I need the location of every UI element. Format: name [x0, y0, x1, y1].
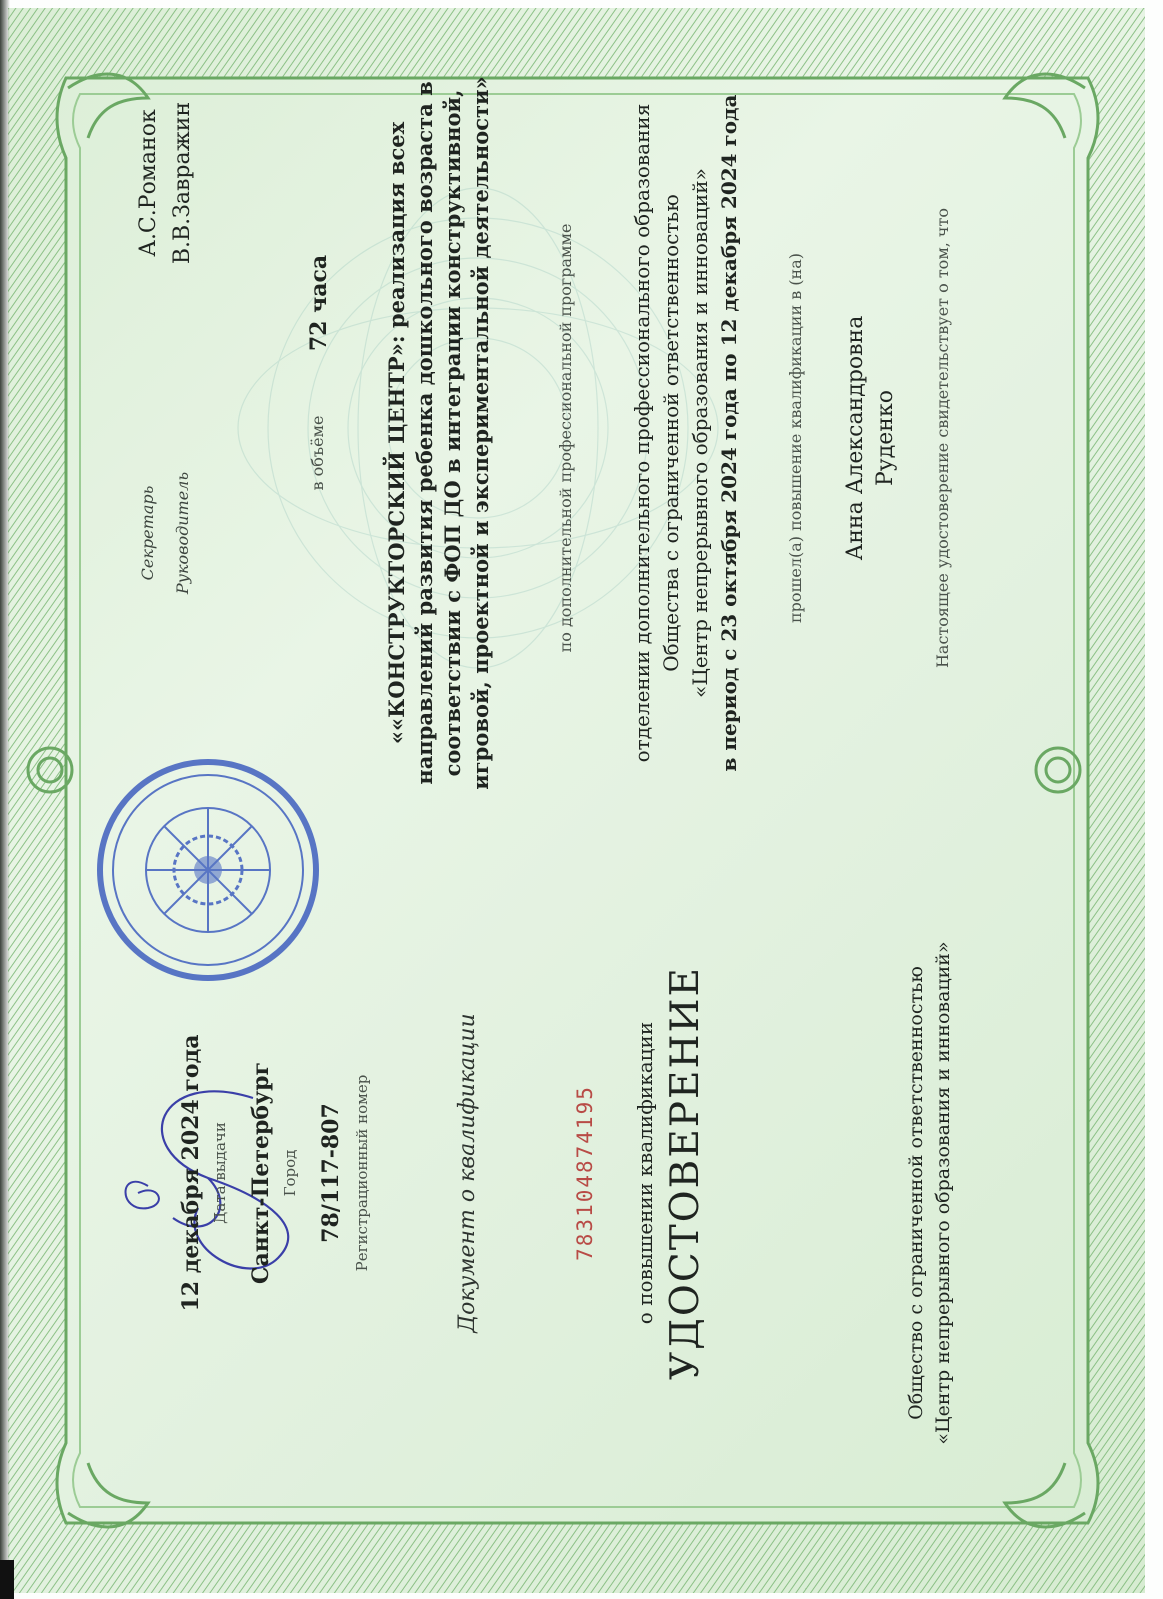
certificate-sheet: [8, 8, 1145, 1593]
place-line: в период с 23 октября 2024 года по 12 декабря 2024 года: [717, 94, 741, 772]
document-title: УДОСТОВЕРЕНИЕ: [663, 965, 708, 1381]
place-block: [628, 73, 744, 793]
intro-text: Настоящее удостоверение свидетельствует о том, что: [933, 208, 952, 669]
scan-shadow-corner: [0, 1560, 14, 1599]
document-type: Документ о квалификации: [455, 1013, 480, 1333]
serial-number: 783104874195: [573, 1085, 597, 1261]
issue-date: 12 декабря 2024 года: [178, 1034, 204, 1312]
registration-label: Регистрационный номер: [353, 1074, 371, 1272]
program-line: направлений развития ребенка дошкольного возраста в: [412, 81, 437, 785]
program-line: игровой, проектной и экспериментальной деятельности»: [468, 76, 493, 790]
program-label: по дополнительной профессиональной программе: [556, 223, 575, 653]
city: Санкт-Петербург: [248, 1062, 274, 1284]
issue-date-label: Дата выдачи: [211, 1122, 229, 1224]
volume: 72 часа: [306, 254, 332, 352]
document-subtitle: о повышении квалификации: [633, 1021, 657, 1325]
surname: Руденко: [873, 390, 898, 486]
secretary-name: А.С.Романок: [136, 109, 161, 257]
organization-line-1: Общество с ограниченной ответственностью: [905, 966, 927, 1420]
program-block: [383, 53, 495, 813]
program-line: ««КОНСТРУКТОРСКИЙ ЦЕНТР»: реализация всех: [384, 121, 409, 745]
organization-line-2: «Центр непрерывного образования и инноваций»: [932, 941, 954, 1445]
registration-number: 78/117-807: [318, 1103, 344, 1243]
passed-text: прошел(а) повышение квалификации в (на): [786, 253, 805, 624]
place-line: отделении дополнительного профессионального образования: [630, 103, 654, 763]
volume-label: в объёме: [308, 415, 327, 491]
secretary-label: Секретарь: [138, 485, 157, 581]
head-name: В.В.Завражин: [170, 101, 195, 265]
head-label: Руководитель: [173, 471, 192, 595]
place-line: «Центр непрерывного образования и инноваций»: [688, 168, 712, 698]
certificate-content: [8, 8, 1145, 1593]
place-line: Общества с ограниченной ответственностью: [659, 194, 683, 672]
scan-shadow: [0, 0, 10, 1599]
city-label: Город: [281, 1149, 299, 1197]
program-line: соответствии с ФОП ДО в интеграции конструктивной,: [440, 89, 465, 777]
organization-name: [903, 913, 957, 1473]
full-name: Анна Александровна: [843, 315, 868, 561]
